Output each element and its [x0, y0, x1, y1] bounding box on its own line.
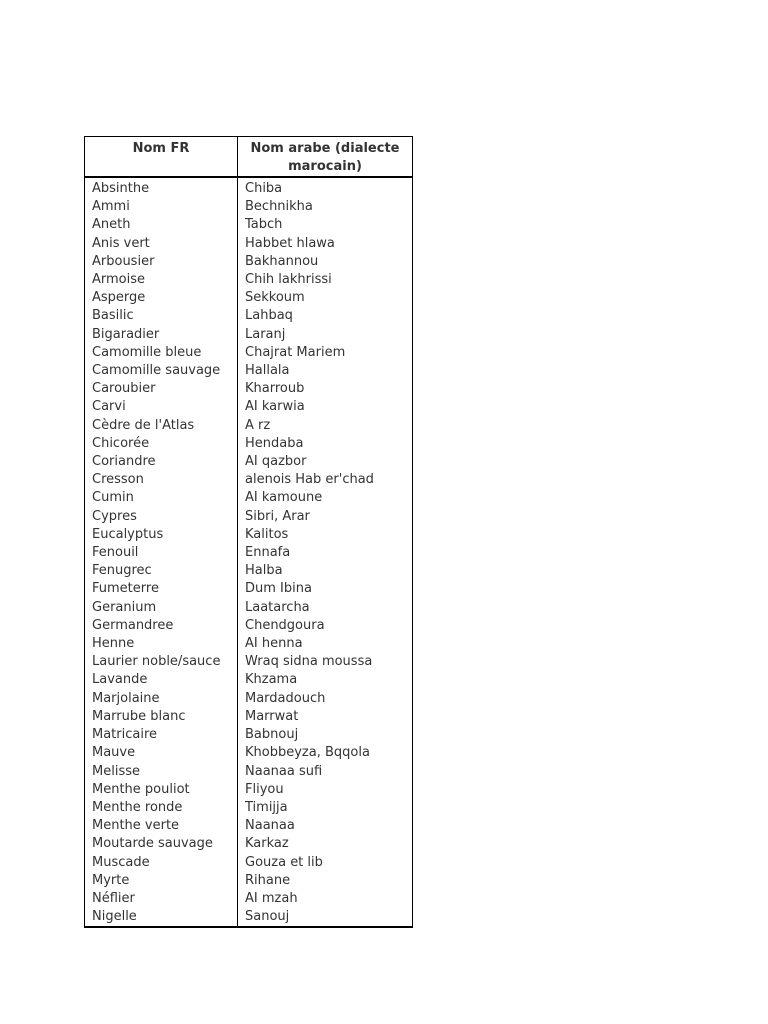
cell-arabic-name: Bechnikha — [238, 198, 413, 216]
table-row — [85, 708, 413, 726]
table-row — [85, 781, 413, 799]
cell-french-name: Néflier — [85, 890, 238, 908]
cell-arabic-name: AI qazbor — [238, 453, 413, 471]
table-row — [85, 653, 413, 671]
table-row — [85, 271, 413, 289]
cell-arabic-name: Sekkoum — [238, 289, 413, 307]
table-row — [85, 435, 413, 453]
table-row — [85, 344, 413, 362]
table-row — [85, 508, 413, 526]
cell-arabic-name: Laranj — [238, 326, 413, 344]
table-row — [85, 817, 413, 835]
cell-french-name: Camomille bleue — [85, 344, 238, 362]
cell-arabic-name: Naanaa — [238, 817, 413, 835]
table-row — [85, 526, 413, 544]
cell-french-name: Menthe pouliot — [85, 781, 238, 799]
table-row — [85, 326, 413, 344]
cell-french-name: Melisse — [85, 763, 238, 781]
table-row — [85, 362, 413, 380]
cell-french-name: Lavande — [85, 671, 238, 689]
cell-arabic-name: Laatarcha — [238, 599, 413, 617]
cell-french-name: Myrte — [85, 872, 238, 890]
cell-arabic-name: AI karwia — [238, 398, 413, 416]
cell-french-name: Camomille sauvage — [85, 362, 238, 380]
cell-french-name: Armoise — [85, 271, 238, 289]
table-row — [85, 726, 413, 744]
cell-french-name: Cypres — [85, 508, 238, 526]
cell-arabic-name: Fliyou — [238, 781, 413, 799]
cell-french-name: Marjolaine — [85, 690, 238, 708]
cell-arabic-name: Sanouj — [238, 908, 413, 927]
cell-french-name: Eucalyptus — [85, 526, 238, 544]
table-body — [85, 177, 413, 927]
cell-french-name: Coriandre — [85, 453, 238, 471]
cell-arabic-name: Marrwat — [238, 708, 413, 726]
cell-arabic-name: Lahbaq — [238, 307, 413, 325]
cell-french-name: Laurier noble/sauce — [85, 653, 238, 671]
cell-arabic-name: Rihane — [238, 872, 413, 890]
cell-french-name: Nigelle — [85, 908, 238, 927]
table-row — [85, 562, 413, 580]
table-row — [85, 908, 413, 927]
cell-arabic-name: Bakhannou — [238, 253, 413, 271]
table-row — [85, 744, 413, 762]
cell-arabic-name: Dum Ibina — [238, 580, 413, 598]
table-header — [85, 137, 413, 178]
header-arabic-name: Nom arabe (dialecte marocain) — [238, 137, 413, 178]
table-row — [85, 216, 413, 234]
cell-french-name: Absinthe — [85, 177, 238, 198]
table-row — [85, 453, 413, 471]
cell-french-name: Fumeterre — [85, 580, 238, 598]
table-row — [85, 417, 413, 435]
table-row — [85, 253, 413, 271]
cell-arabic-name: Kalitos — [238, 526, 413, 544]
cell-arabic-name: AI kamoune — [238, 489, 413, 507]
header-french-name: Nom FR — [85, 137, 238, 178]
cell-arabic-name: Hallala — [238, 362, 413, 380]
cell-arabic-name: AI henna — [238, 635, 413, 653]
cell-arabic-name: Ennafa — [238, 544, 413, 562]
table-row — [85, 177, 413, 198]
cell-french-name: Caroubier — [85, 380, 238, 398]
cell-arabic-name: Hendaba — [238, 435, 413, 453]
plant-names-table — [84, 136, 413, 928]
cell-french-name: Fenouil — [85, 544, 238, 562]
cell-arabic-name: Habbet hlawa — [238, 235, 413, 253]
cell-french-name: Aneth — [85, 216, 238, 234]
cell-french-name: Arbousier — [85, 253, 238, 271]
table-row — [85, 854, 413, 872]
cell-french-name: Menthe ronde — [85, 799, 238, 817]
cell-french-name: Henne — [85, 635, 238, 653]
table-row — [85, 398, 413, 416]
table-row — [85, 198, 413, 216]
cell-french-name: Ammi — [85, 198, 238, 216]
cell-arabic-name: Babnouj — [238, 726, 413, 744]
cell-arabic-name: A rz — [238, 417, 413, 435]
table-row — [85, 890, 413, 908]
cell-arabic-name: Naanaa sufi — [238, 763, 413, 781]
cell-french-name: Moutarde sauvage — [85, 835, 238, 853]
cell-arabic-name: Chendgoura — [238, 617, 413, 635]
cell-french-name: Menthe verte — [85, 817, 238, 835]
header-row — [85, 137, 413, 178]
cell-arabic-name: Halba — [238, 562, 413, 580]
cell-arabic-name: Gouza et lib — [238, 854, 413, 872]
cell-french-name: Asperge — [85, 289, 238, 307]
table-row — [85, 235, 413, 253]
cell-arabic-name: Chih lakhrissi — [238, 271, 413, 289]
cell-arabic-name: Wraq sidna moussa — [238, 653, 413, 671]
cell-arabic-name: Timijja — [238, 799, 413, 817]
table-row — [85, 799, 413, 817]
cell-french-name: Bigaradier — [85, 326, 238, 344]
cell-french-name: Cresson — [85, 471, 238, 489]
cell-french-name: Marrube blanc — [85, 708, 238, 726]
cell-french-name: Anis vert — [85, 235, 238, 253]
table-row — [85, 635, 413, 653]
cell-arabic-name: Chajrat Mariem — [238, 344, 413, 362]
table-row — [85, 471, 413, 489]
cell-french-name: Cumin — [85, 489, 238, 507]
cell-french-name: Fenugrec — [85, 562, 238, 580]
cell-arabic-name: Khzama — [238, 671, 413, 689]
cell-french-name: Carvi — [85, 398, 238, 416]
table-row — [85, 763, 413, 781]
table-row — [85, 835, 413, 853]
cell-french-name: Germandree — [85, 617, 238, 635]
table-row — [85, 872, 413, 890]
table-row — [85, 307, 413, 325]
plant-names-table-wrapper — [84, 136, 412, 928]
cell-french-name: Basilic — [85, 307, 238, 325]
table-row — [85, 599, 413, 617]
table-row — [85, 380, 413, 398]
cell-arabic-name: Chiba — [238, 177, 413, 198]
table-row — [85, 617, 413, 635]
cell-arabic-name: Sibri, Arar — [238, 508, 413, 526]
cell-arabic-name: Mardadouch — [238, 690, 413, 708]
table-row — [85, 544, 413, 562]
cell-french-name: Chicorée — [85, 435, 238, 453]
cell-french-name: Matricaire — [85, 726, 238, 744]
table-row — [85, 671, 413, 689]
table-row — [85, 690, 413, 708]
cell-french-name: Mauve — [85, 744, 238, 762]
table-row — [85, 580, 413, 598]
cell-french-name: Geranium — [85, 599, 238, 617]
table-row — [85, 289, 413, 307]
cell-arabic-name: AI mzah — [238, 890, 413, 908]
cell-arabic-name: alenois Hab er'chad — [238, 471, 413, 489]
table-row — [85, 489, 413, 507]
cell-french-name: Muscade — [85, 854, 238, 872]
cell-arabic-name: Karkaz — [238, 835, 413, 853]
cell-arabic-name: Tabch — [238, 216, 413, 234]
cell-arabic-name: Kharroub — [238, 380, 413, 398]
cell-french-name: Cèdre de l'Atlas — [85, 417, 238, 435]
cell-arabic-name: Khobbeyza, Bqqola — [238, 744, 413, 762]
